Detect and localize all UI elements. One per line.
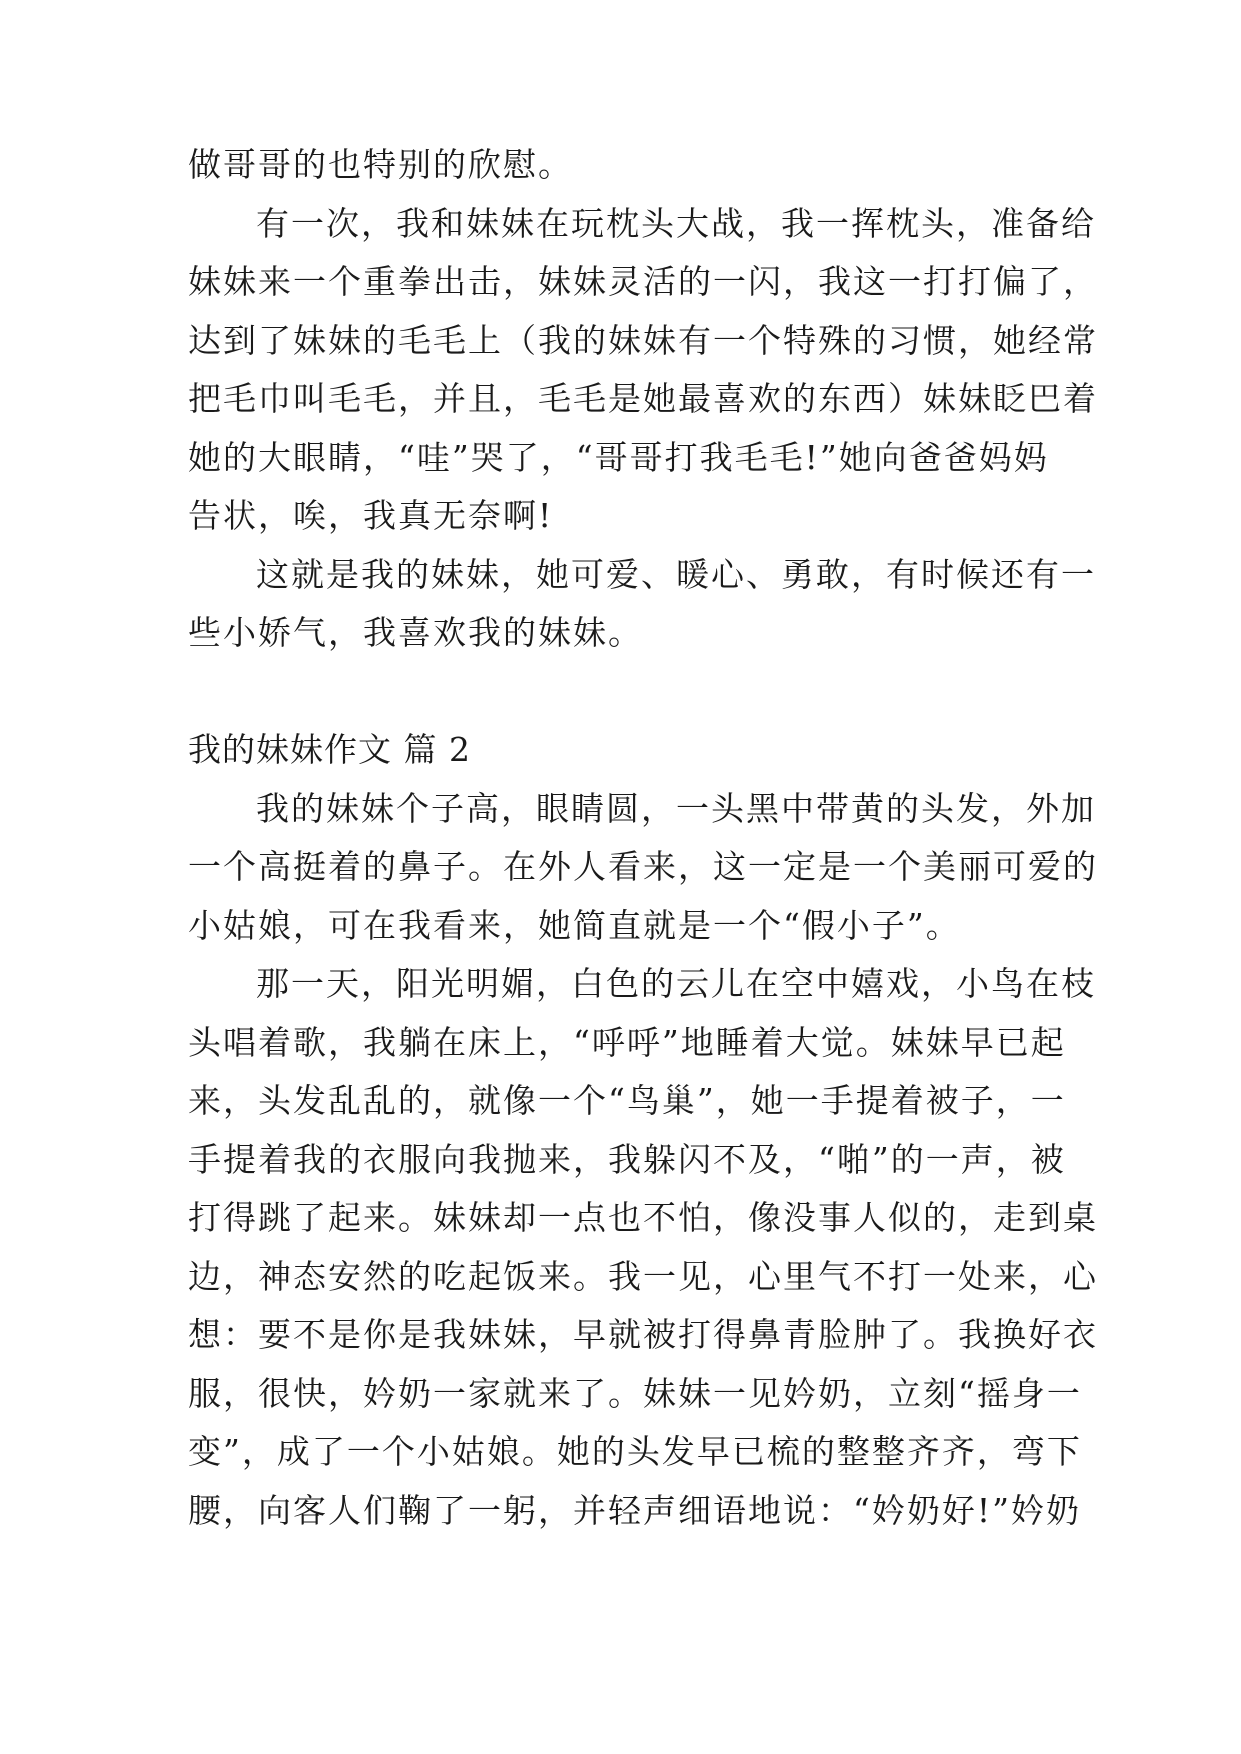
paragraph-morning [188,955,1098,1540]
text-line: 些小娇气，我喜欢我的妹妹。 [188,613,643,652]
text-line: 边，神态安然的吃起饭来。我一见，心里气不打一处来，心 [188,1256,1098,1296]
essay-title: 我的妹妹作文 篇 2 [188,730,471,769]
text-line: 来，头发乱乱的，就像一个“鸟巢”，她一手提着被子，一 [188,1081,1066,1120]
text-line: 变”，成了一个小姑娘。她的头发早已梳的整整齐齐，弯下 [188,1432,1082,1471]
text-line: 手提着我的衣服向我抛来，我躲闪不及，“啪”的一声，被 [188,1139,1066,1179]
text-line: 妹妹来一个重拳出击，妹妹灵活的一闪，我这一打打偏了， [188,262,1098,301]
text-line: 打得跳了起来。妹妹却一点也不怕，像没事人似的，走到桌 [188,1198,1098,1237]
text-line: 这就是我的妹妹，她可爱、暖心、勇敢，有时候还有一 [256,554,1096,594]
paragraph-continuation [188,136,1063,195]
text-line: 达到了妹妹的毛毛上（我的妹妹有一个特殊的习惯，她经常 [188,320,1098,360]
text-line: 告状，唉，我真无奈啊! [188,496,554,535]
blank-line [188,663,1063,722]
document-body [188,136,1098,1540]
paragraph-description [188,780,1098,956]
text-line: 她的大眼睛，“哇”哭了，“哥哥打我毛毛!”她向爸爸妈妈 [188,437,1049,477]
text-line: 想：要不是你是我妹妹，早就被打得鼻青脸肿了。我换好衣 [188,1315,1098,1354]
paragraph-pillow-fight [188,195,1098,546]
text-line: 那一天，阳光明媚，白色的云儿在空中嬉戏，小鸟在枝 [256,964,1096,1003]
text-line: 把毛巾叫毛毛，并且，毛毛是她最喜欢的东西）妹妹眨巴着 [188,379,1098,418]
text-line: 小姑娘，可在我看来，她简直就是一个“假小子”。 [188,905,961,945]
text-line: 头唱着歌，我躺在床上，“呼呼”地睡着大觉。妹妹早已起 [188,1022,1066,1062]
text-line: 一个高挺着的鼻子。在外人看来，这一定是一个美丽可爱的 [188,847,1098,886]
text-line: 腰，向客人们鞠了一躬，并轻声细语地说：“妗奶好!”妗奶 [188,1490,1082,1530]
text-line: 我的妹妹个子高，眼睛圆，一头黑中带黄的头发，外加 [256,788,1096,828]
text-line: 服，很快，妗奶一家就来了。妹妹一见妗奶，立刻“摇身一 [188,1373,1082,1413]
text-line: 做哥哥的也特别的欣慰。 [188,145,573,184]
paragraph-summary [188,546,1096,663]
text-line: 有一次，我和妹妹在玩枕头大战，我一挥枕头，准备给 [256,203,1096,243]
